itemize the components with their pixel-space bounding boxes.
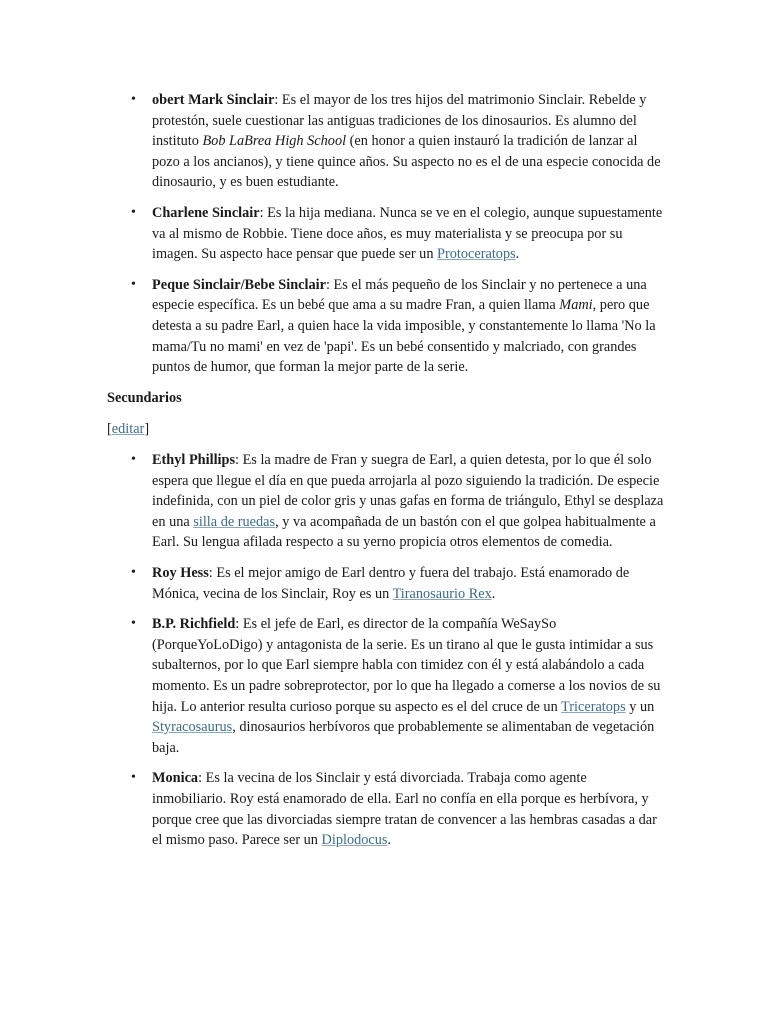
description-text: : Es el más pequeño de los Sinclair y no pertenece a una especie específica. Es un bebé que ama a su madre Fran, a quien llama <box>152 276 647 314</box>
description-text: , y va acompañada de un bastón con el que golpea habitualmente a Earl. Su lengua afilada respecto a su yerno propicia otros elementos de comedia. <box>152 513 656 551</box>
bullet: • <box>131 452 136 467</box>
description-text: , pero que detesta a su padre Earl, a quien hace la vida imposible, y constantemente lo llama 'No la mama/Tu no mami' en vez de 'papi'. Es un bebé consentido y malcriado, con grandes puntos de humor, que forman la mejor parte de la serie. <box>152 297 656 376</box>
description-text: : Es el jefe de Earl, es director de la compañía WeSaySo (PorqueYoLoDigo) y antagonista de la serie. Es un tirano al que le gusta intimidar a sus subalternos, por lo que Earl siempre habla con timidez con él y está alabándolo a cada momento. Es un padre sobreprotector, por lo que ha llegado a comerse a los novios de su hija. Lo anterior resulta curioso porque su aspecto es el del cruce de un <box>152 616 661 715</box>
link-silla-de-ruedas[interactable]: silla de ruedas <box>193 513 276 530</box>
link-protoceratops[interactable]: Protoceratops <box>437 246 516 263</box>
bullet: • <box>131 276 136 292</box>
character-name: Roy Hess <box>152 564 209 581</box>
bullet: • <box>131 204 136 220</box>
name-separator: / <box>240 276 245 293</box>
bracket-open: [ <box>107 421 112 437</box>
bracket-close: ] <box>144 421 150 437</box>
description-text: y un <box>625 698 655 715</box>
family-list <box>131 90 664 378</box>
description-text: . <box>515 246 520 263</box>
list-item-roy <box>131 563 664 604</box>
link-diplodocus[interactable]: Diplodocus <box>321 832 388 849</box>
edit-section-line <box>107 419 149 440</box>
character-name: Monica <box>152 770 199 787</box>
section-title: Secundarios <box>107 390 182 406</box>
link-triceratops[interactable]: Triceratops <box>561 698 626 715</box>
italic-text: Bob LaBrea High School <box>202 133 347 150</box>
bullet: • <box>131 564 136 580</box>
bullet: • <box>131 770 136 786</box>
link-styracosaurus[interactable]: Styracosaurus <box>152 719 233 736</box>
description-text: . <box>491 585 496 602</box>
list-item-bp-richfield <box>131 614 664 758</box>
description-text: : Es el mejor amigo de Earl dentro y fuera del trabajo. Está enamorado de Mónica, vecina de los Sinclair, Roy es un <box>152 564 630 602</box>
character-name: B.P. Richfield <box>152 616 236 633</box>
description-text: : Es la vecina de los Sinclair y está divorciada. Trabaja como agente inmobiliario. Roy está enamorado de ella. Earl no confía en ella porque es herbívora, y porque cree que las divorciadas siempre tratan de convencer a las hembras casadas a dar el mismo paso. Parece ser un <box>152 770 657 849</box>
secondary-list <box>131 450 664 851</box>
character-name: Peque Sinclair <box>152 276 241 293</box>
bullet: • <box>131 616 136 632</box>
edit-link[interactable]: editar <box>111 421 145 437</box>
list-item-robbie <box>131 90 664 193</box>
list-item-peque <box>131 275 664 378</box>
character-name-alt: Bebe Sinclair <box>244 276 326 293</box>
description-text: (en honor a quien instauró la tradición de lanzar al pozo a los ancianos), y tiene quince años. Su aspecto no es el de una especie conocida de dinosaurio, y es buen estudiante. <box>152 133 661 191</box>
character-name: Ethyl Phillips <box>152 452 236 468</box>
bullet: • <box>131 92 136 107</box>
list-item-monica <box>131 768 664 850</box>
list-item-charlene <box>131 203 664 265</box>
character-name: Charlene Sinclair <box>152 204 260 221</box>
description-text: . <box>387 832 392 849</box>
link-tiranosaurio-rex[interactable]: Tiranosaurio Rex <box>392 585 492 602</box>
italic-text: Mami <box>559 297 593 314</box>
description-text: : Es la hija mediana. Nunca se ve en el colegio, aunque supuestamente va al mismo de Robbie. Tiene doce años, es muy materialista y se preocupa por su imagen. Su aspecto hace pensar que puede ser un <box>152 204 663 263</box>
character-name: obert Mark Sinclair <box>152 92 275 108</box>
list-item-ethyl <box>131 450 664 553</box>
description-text: , dinosaurios herbívoros que probablemente se alimentaban de vegetación baja. <box>152 719 655 756</box>
description-text: : Es el mayor de los tres hijos del matrimonio Sinclair. Rebelde y protestón, suele cuestionar las antiguas tradiciones de los dinosaurios. Es alumno del instituto <box>152 92 647 150</box>
description-text: : Es la madre de Fran y suegra de Earl, a quien detesta, por lo que él solo espera que llegue el día en que pueda arrojarla al pozo siguiendo la tradición. De especie indefinida, con un piel de color gris y unas gafas en forma de triángulo, Ethyl se desplaza en una <box>152 452 664 530</box>
